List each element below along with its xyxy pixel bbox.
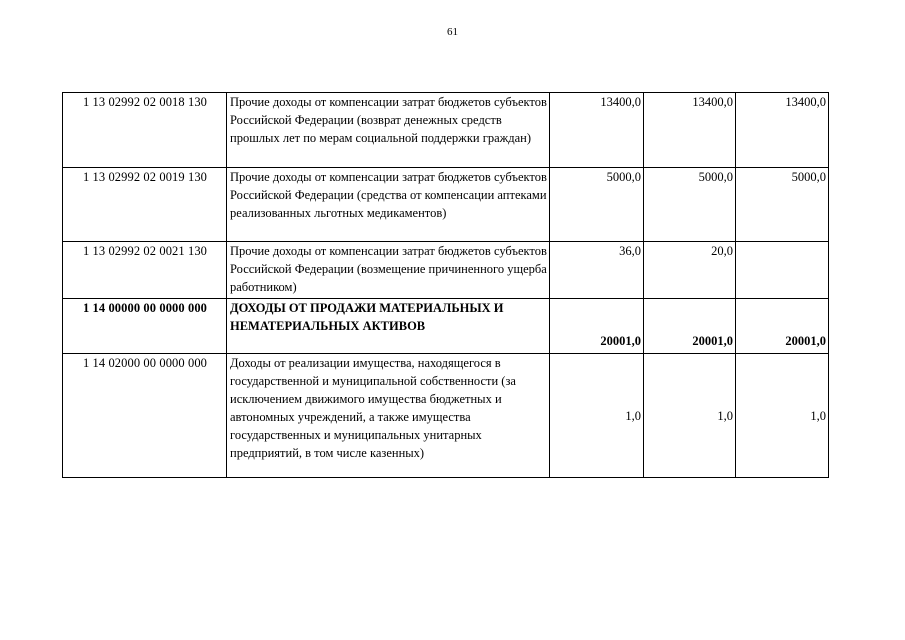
amount-cell: 13400,0 — [644, 93, 736, 168]
table-row — [63, 299, 829, 354]
budget-code: 1 14 00000 00 0000 000 — [63, 299, 227, 354]
page-number: 61 — [447, 26, 458, 38]
revenue-name: Доходы от реализации имущества, находящегося в государственной и муниципальной собственности (за исключением движимого имущества бюджетных и автономных учреждений, а также имущества государственных и муниципальных унитарных предприятий, в том числе казенных) — [227, 354, 550, 478]
budget-code: 1 13 02992 02 0018 130 — [63, 93, 227, 168]
amount-cell: 5000,0 — [736, 168, 829, 242]
table-row — [63, 168, 829, 242]
budget-code: 1 13 02992 02 0019 130 — [63, 168, 227, 242]
table-row — [63, 354, 829, 478]
amount-cell: 1,0 — [736, 354, 829, 478]
amount-cell: 20001,0 — [736, 299, 829, 354]
revenue-name: Прочие доходы от компенсации затрат бюджетов субъектов Российской Федерации (возврат денежных средств прошлых лет по мерам социальной поддержки граждан) — [227, 93, 550, 168]
revenue-name: Прочие доходы от компенсации затрат бюджетов субъектов Российской Федерации (средства от компенсации аптеками реализованных льготных медикаментов) — [227, 168, 550, 242]
amount-cell: 5000,0 — [644, 168, 736, 242]
table-row — [63, 93, 829, 168]
revenue-table — [62, 92, 829, 478]
amount-cell: 20001,0 — [550, 299, 644, 354]
amount-cell: 36,0 — [550, 242, 644, 299]
amount-cell: 5000,0 — [550, 168, 644, 242]
budget-code: 1 13 02992 02 0021 130 — [63, 242, 227, 299]
amount-cell: 20,0 — [644, 242, 736, 299]
amount-cell: 20001,0 — [644, 299, 736, 354]
amount-cell: 13400,0 — [736, 93, 829, 168]
amount-cell: 1,0 — [644, 354, 736, 478]
table-row — [63, 242, 829, 299]
revenue-name: Прочие доходы от компенсации затрат бюджетов субъектов Российской Федерации (возмещение причиненного ущерба работником) — [227, 242, 550, 299]
revenue-name: ДОХОДЫ ОТ ПРОДАЖИ МАТЕРИАЛЬНЫХ И НЕМАТЕРИАЛЬНЫХ АКТИВОВ — [227, 299, 550, 354]
amount-cell: 1,0 — [550, 354, 644, 478]
amount-cell: 13400,0 — [550, 93, 644, 168]
amount-cell — [736, 242, 829, 299]
budget-code: 1 14 02000 00 0000 000 — [63, 354, 227, 478]
